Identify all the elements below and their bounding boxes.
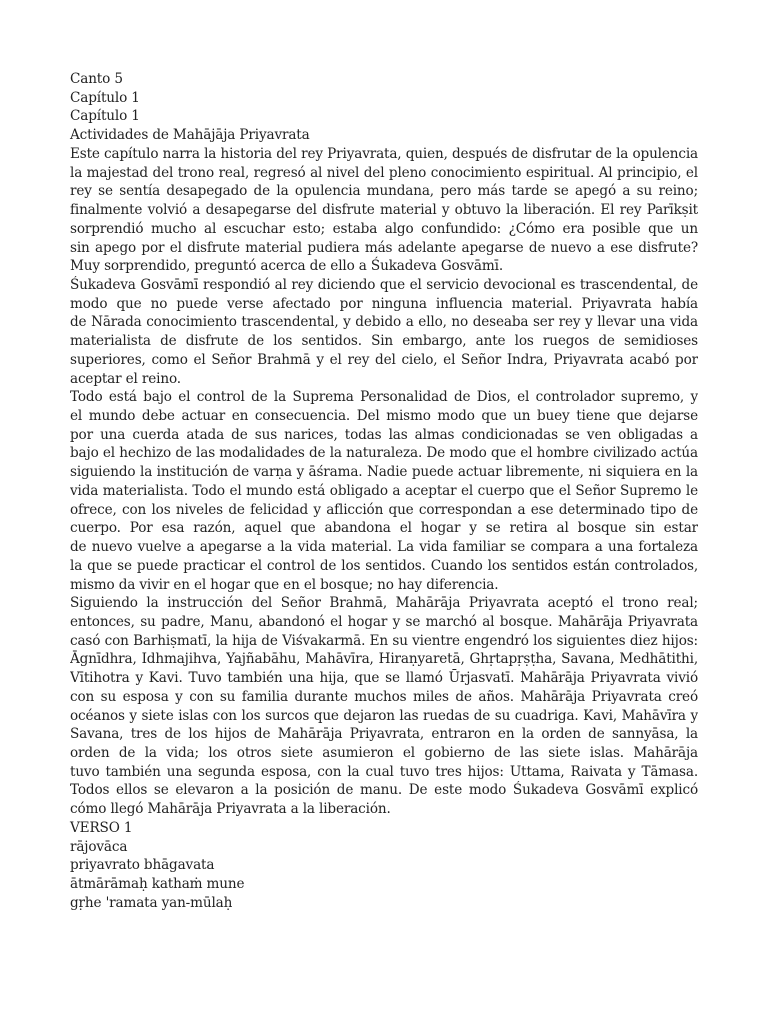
verse-text (70, 838, 698, 913)
text-line: casó con Barhiṣmatī, la hija de Viśvakarmā. En su vientre engendró los siguientes diez hijos: (70, 632, 698, 649)
text-line: por una cuerda atada de sus narices, todas las almas condicionadas se ven obligadas a (70, 426, 698, 443)
text-line: tuvo también una segunda esposa, con la cual tuvo tres hijos: Uttama, Raivata y Tāmasa. (70, 763, 698, 780)
text-line: la majestad del trono real, regresó al nivel del pleno conocimiento espiritual. Al principio, el (70, 164, 698, 181)
verse-line: ātmārāmaḥ kathaṁ mune (70, 876, 245, 893)
text-line: Siguiendo la instrucción del Señor Brahmā, Mahārāja Priyavrata aceptó el trono real; (70, 595, 698, 612)
verse-line: gṛhe 'ramata yan-mūlaḥ (70, 894, 233, 911)
text-line: vida materialista. Todo el mundo está obligado a aceptar el cuerpo que el Señor Supremo le (70, 482, 698, 499)
text-line: de Nārada conocimiento trascendental, y debido a ello, no deseaba ser rey y llevar una vida (70, 314, 698, 331)
text-line: océanos y siete islas con los surcos que dejaron las ruedas de su cuadriga. Kavi, Mahāvīra y (70, 707, 698, 724)
text-line: sorprendió mucho al escuchar esto; estaba algo confundido: ¿Cómo era posible que un (70, 220, 698, 237)
text-line: Este capítulo narra la historia del rey Priyavrata, quien, después de disfrutar de la opulencia (70, 145, 698, 162)
text-line: entonces, su padre, Manu, abandonó el hogar y se marchó al bosque. Mahārāja Priyavrata (70, 613, 698, 630)
text-line: ofrece, con los niveles de felicidad y aflicción que correspondan a ese determinado tipo de (70, 501, 698, 518)
text-line: Savana, tres de los hijos de Mahārāja Priyavrata, entraron en la orden de sannyāsa, la (70, 726, 698, 743)
chapter-heading: Capítulo 1 (70, 108, 140, 125)
text-line: cuerpo. Por esa razón, aquel que abandona el hogar y se retira al bosque sin estar (70, 520, 698, 537)
text-line: Todo está bajo el control de la Suprema Personalidad de Dios, el controlador supremo, y (70, 389, 698, 406)
text-line: Vītihotra y Kavi. Tuvo también una hija, que se llamó Ūrjasvatī. Mahārāja Priyavrata vivió (70, 670, 698, 687)
paragraph (70, 594, 698, 819)
text-line: Muy sorprendido, preguntó acerca de ello a Śukadeva Gosvāmī. (70, 258, 503, 275)
text-line: materialista de disfrute de los sentidos. Sin embargo, ante los ruegos de semidioses (70, 333, 698, 350)
paragraph (70, 388, 698, 594)
chapter-title: Actividades de Mahājāja Priyavrata (70, 127, 310, 144)
text-line: rey se sentía desapegado de la opulencia mundana, pero más tarde se apegó a su reino; (70, 183, 698, 200)
text-line: cómo llegó Mahārāja Priyavrata a la liberación. (70, 801, 391, 818)
paragraph (70, 276, 698, 388)
text-line: Śukadeva Gosvāmī respondió al rey diciendo que el servicio devocional es trascendental, de (70, 276, 698, 293)
text-line: de nuevo vuelve a apegarse a la vida material. La vida familiar se compara a una fortaleza (70, 539, 698, 556)
canto-heading: Canto 5 (70, 71, 123, 87)
text-line: Āgnīdhra, Idhmajihva, Yajñabāhu, Mahāvīra, Hiraṇyaretā, Ghṛtapṛṣṭha, Savana, Medhātithi, (70, 651, 698, 668)
text-line: bajo el hechizo de las modalidades de la naturaleza. De modo que el hombre civilizado actúa (70, 445, 698, 462)
text-line: aceptar el reino. (70, 370, 181, 387)
verse-label: VERSO 1 (70, 819, 133, 836)
text-line: mismo da vivir en el hogar que en el bosque; no hay diferencia. (70, 576, 499, 593)
text-line: con su esposa y con su familia durante muchos miles de años. Mahārāja Priyavrata creó (70, 688, 698, 705)
text-line: modo que no puede verse afectado por ninguna influencia material. Priyavrata había (70, 295, 698, 312)
text-line: sin apego por el disfrute material pudiera más adelante apegarse de nuevo a ese disfrute? (70, 239, 698, 256)
text-line: superiores, como el Señor Brahmā y el rey del cielo, el Señor Indra, Priyavrata acabó por (70, 351, 698, 368)
text-line: finalmente volvió a desapegarse del disfrute material y obtuvo la liberación. El rey Parīkṣit (70, 202, 698, 219)
text-line: Todos ellos se elevaron a la posición de manu. De este modo Śukadeva Gosvāmī explicó (70, 782, 698, 799)
paragraph (70, 145, 698, 276)
text-line: orden de la vida; los otros siete asumieron el gobierno de las siete islas. Mahārāja (70, 744, 698, 761)
text-line: el mundo debe actuar en consecuencia. Del mismo modo que un buey tiene que dejarse (70, 408, 698, 425)
chapter-heading: Capítulo 1 (70, 89, 140, 106)
text-line: siguiendo la institución de varṇa y āśrama. Nadie puede actuar libremente, ni siquiera en la (70, 464, 698, 481)
text-line: la que se puede practicar el control de los sentidos. Cuando los sentidos están controlados, (70, 557, 698, 574)
verse-line: priyavrato bhāgavata (70, 857, 215, 874)
document-page (70, 70, 698, 913)
verse-line: rājovāca (70, 838, 128, 855)
body-text (70, 145, 698, 819)
